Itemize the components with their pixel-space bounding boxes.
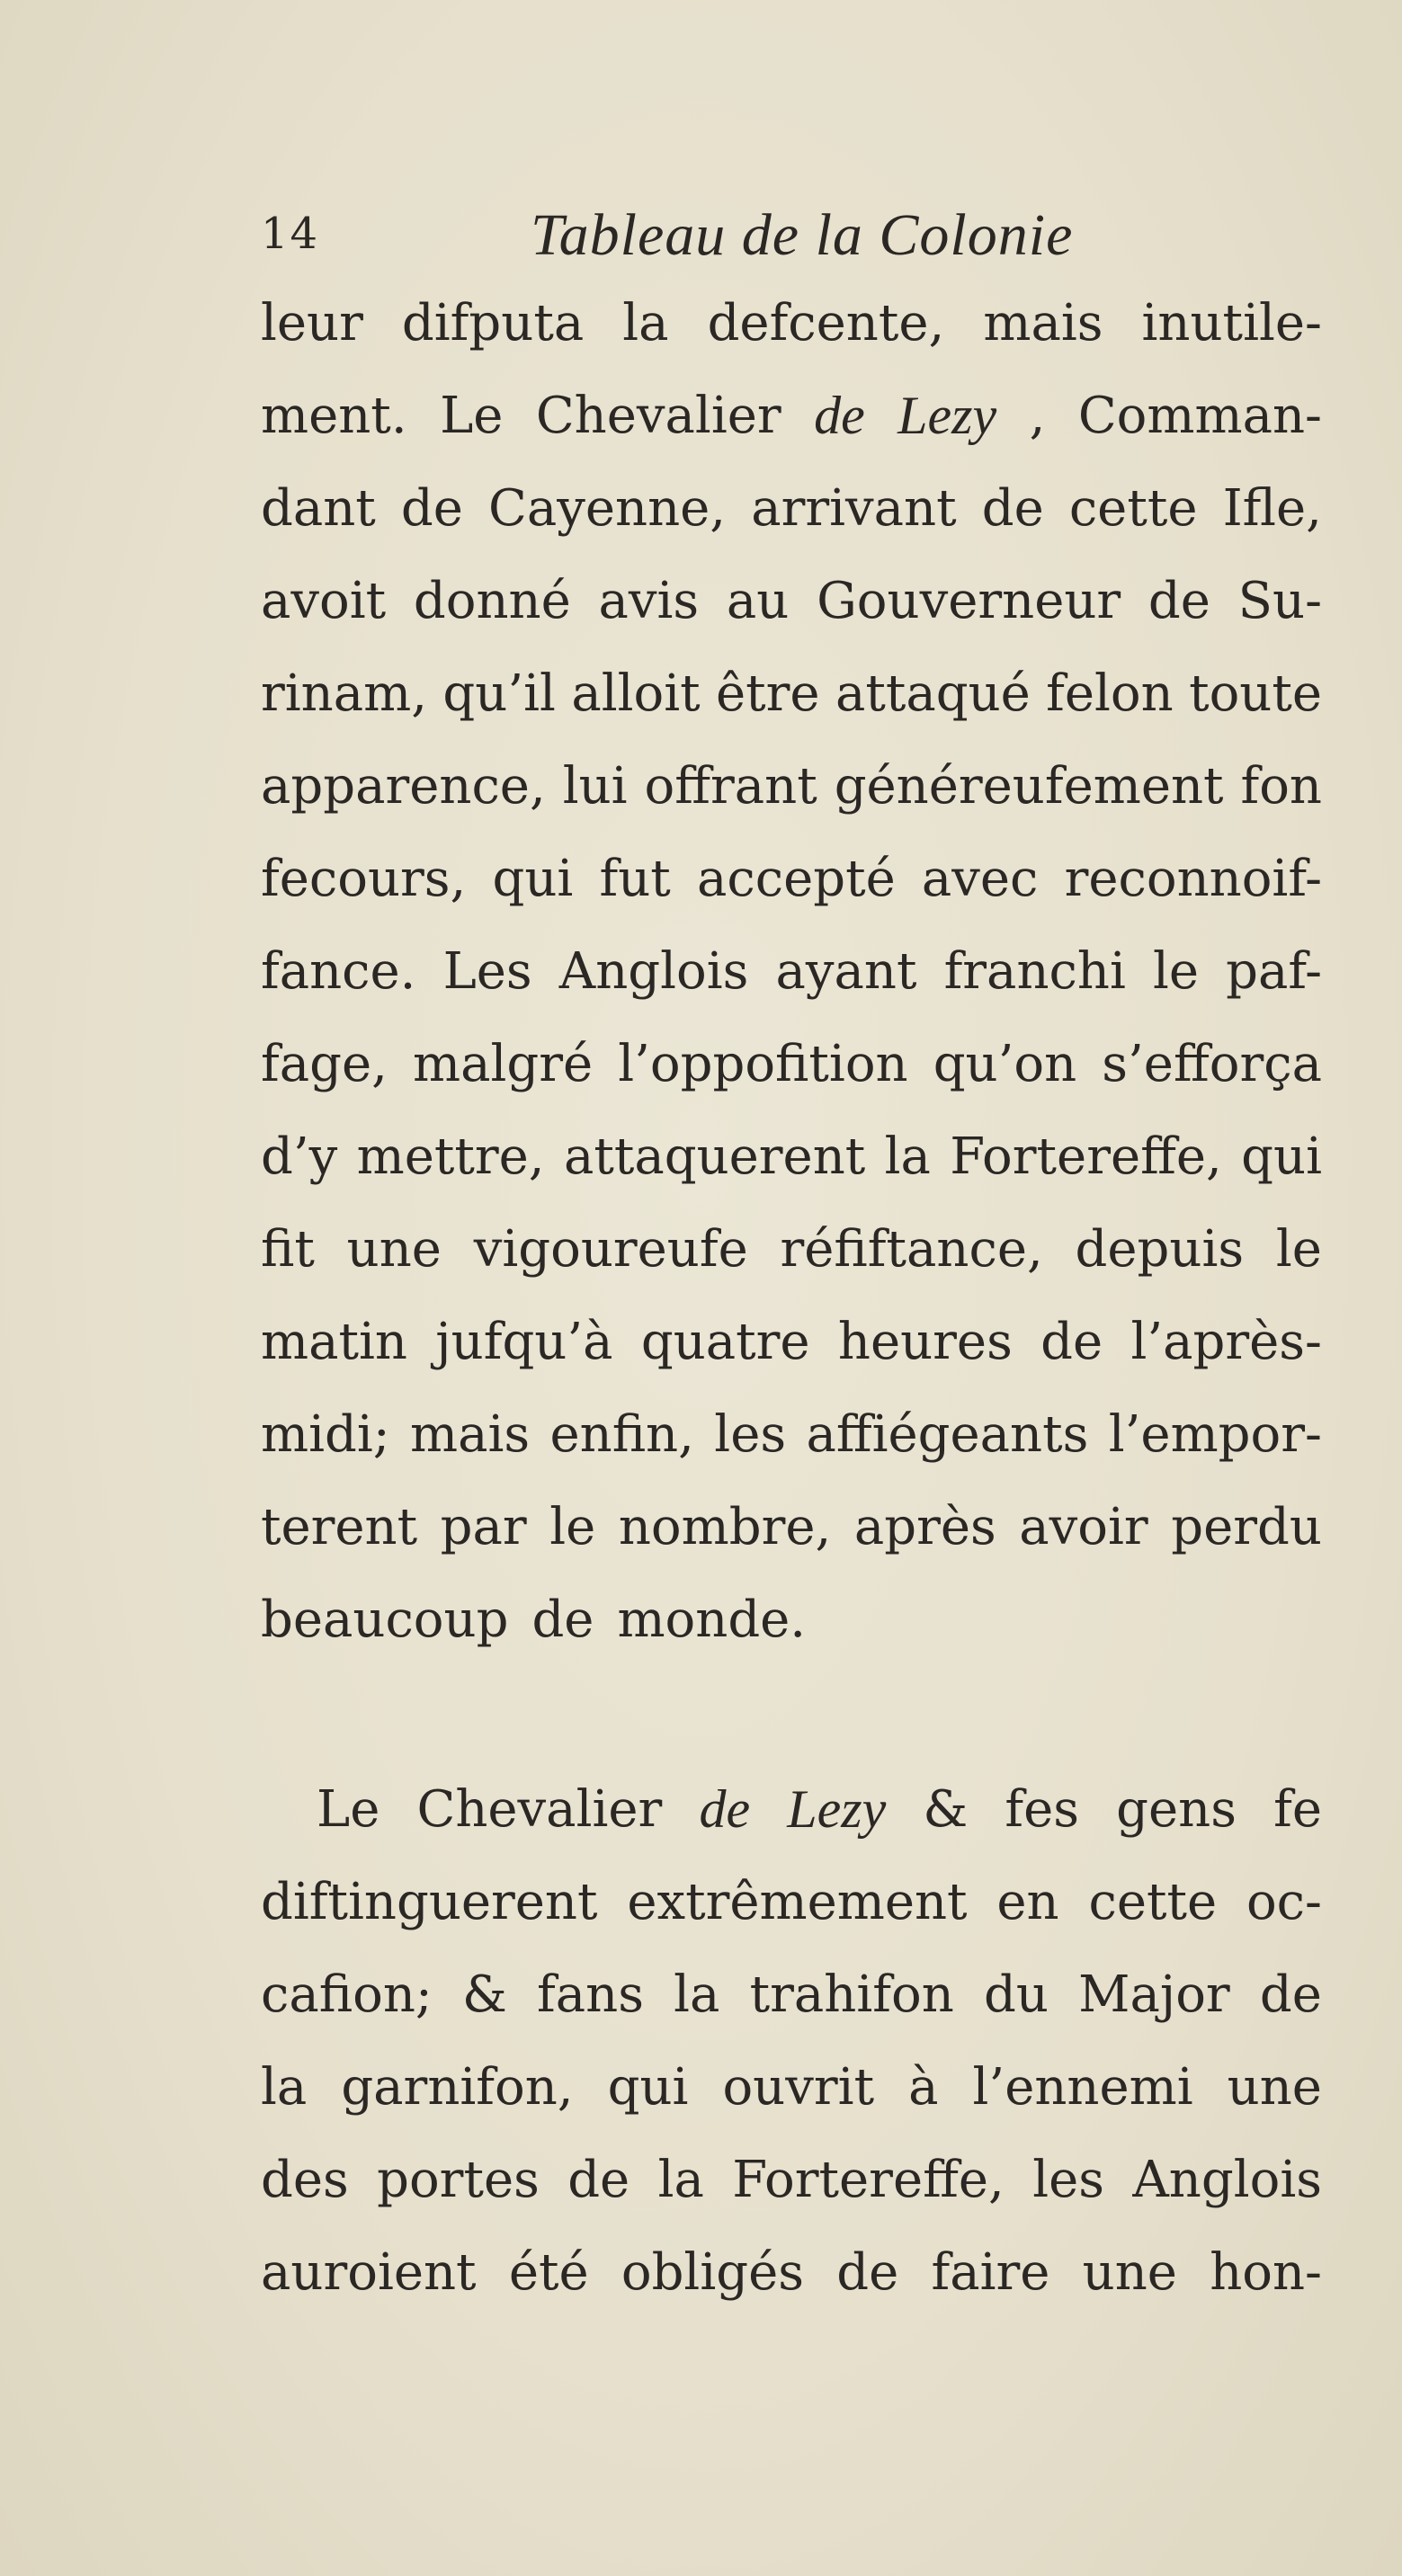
word: fage, xyxy=(261,1035,388,1093)
word: fes xyxy=(1005,1780,1080,1839)
word: rinam, xyxy=(261,664,428,723)
paragraph xyxy=(261,1763,1322,2319)
word: la xyxy=(657,2151,704,2209)
word: Fortereffe, xyxy=(950,1128,1222,1186)
word: felon xyxy=(1046,664,1174,723)
word: Comman- xyxy=(1077,387,1322,445)
text-line xyxy=(261,647,1322,740)
word: paf- xyxy=(1226,942,1322,1001)
text-line xyxy=(261,1948,1322,2041)
word: & xyxy=(923,1780,969,1839)
word: une xyxy=(1227,2058,1322,2117)
word: enfin, xyxy=(549,1405,694,1464)
text-line xyxy=(261,833,1322,925)
word: ment. xyxy=(261,387,407,445)
word: de xyxy=(1147,572,1210,630)
text-line xyxy=(261,1388,1322,1481)
word: l’après- xyxy=(1130,1313,1322,1371)
word: mais xyxy=(410,1405,531,1464)
word: nombre, xyxy=(618,1498,832,1556)
text-line xyxy=(261,925,1322,1018)
word: hon- xyxy=(1210,2243,1322,2302)
word: des xyxy=(261,2151,349,2209)
word: vigoureufe xyxy=(473,1220,748,1279)
paragraph xyxy=(261,277,1322,1666)
word: être xyxy=(716,664,820,723)
word: de xyxy=(400,479,463,538)
word: Les xyxy=(442,942,532,1001)
paragraph-break xyxy=(261,1666,1322,1763)
word: & xyxy=(461,1965,507,2024)
word: cette xyxy=(1068,479,1198,538)
word: ayant xyxy=(775,942,917,1001)
word: fance. xyxy=(261,942,416,1001)
word: généreufement xyxy=(834,757,1224,816)
word: quatre xyxy=(640,1313,810,1371)
text-line xyxy=(261,555,1322,647)
word: heures xyxy=(837,1313,1013,1371)
text-line xyxy=(261,1296,1322,1388)
word: Major xyxy=(1078,1965,1230,2024)
text-line xyxy=(261,370,1322,462)
word: Fortereffe, xyxy=(732,2151,1005,2209)
word: fit xyxy=(261,1220,315,1279)
word: été xyxy=(508,2243,589,2302)
word: au xyxy=(726,572,790,630)
word: le xyxy=(1275,1220,1322,1279)
word: trahifon xyxy=(749,1965,954,2024)
word: fans xyxy=(537,1965,644,2024)
text-line xyxy=(261,1856,1322,1948)
word: s’efforça xyxy=(1102,1035,1322,1093)
page-number: 14 xyxy=(261,209,320,259)
word: Ifle, xyxy=(1222,479,1322,538)
word: malgré xyxy=(412,1035,594,1093)
word: reconnoif- xyxy=(1064,850,1322,908)
word: terent xyxy=(261,1498,418,1556)
word: les xyxy=(714,1405,787,1464)
word: mettre, xyxy=(356,1128,545,1186)
word: la xyxy=(674,1965,720,2024)
word: jufqu’à xyxy=(435,1313,613,1371)
word: qui xyxy=(1241,1128,1322,1186)
word: qu’on xyxy=(933,1035,1077,1093)
word: accepté xyxy=(696,850,896,908)
word: la xyxy=(884,1128,931,1186)
word: toute xyxy=(1189,664,1322,723)
italic-word: Lezy xyxy=(897,386,997,445)
text-line xyxy=(261,1481,1322,1573)
word: réfiftance, xyxy=(780,1220,1043,1279)
word: de xyxy=(981,479,1044,538)
word: fecours, xyxy=(261,850,467,908)
word: le xyxy=(549,1498,596,1556)
word: auroient xyxy=(261,2243,477,2302)
word: , xyxy=(1029,387,1046,445)
text-line xyxy=(261,462,1322,555)
word: cette xyxy=(1088,1873,1218,1931)
running-head xyxy=(261,202,1160,281)
word: les xyxy=(1032,2151,1104,2209)
italic-word: de xyxy=(699,1779,751,1839)
word: portes xyxy=(377,2151,540,2209)
word: le xyxy=(1152,942,1200,1001)
text-line xyxy=(261,2134,1322,2226)
running-title: Tableau de la Colonie xyxy=(531,202,1074,268)
word: qu’il xyxy=(442,664,556,723)
word: de xyxy=(836,2243,899,2302)
word: difputa xyxy=(401,294,585,352)
word: fut xyxy=(599,850,671,908)
word: defcente, xyxy=(707,294,945,352)
word: qui xyxy=(607,2058,689,2117)
word: ouvrit xyxy=(722,2058,875,2117)
word: inutile- xyxy=(1141,294,1322,352)
word: de xyxy=(531,1591,594,1649)
word: obligés xyxy=(621,2243,804,2302)
word: lui xyxy=(562,757,628,816)
word: arrivant xyxy=(751,479,957,538)
word: dant xyxy=(261,479,376,538)
word: attaquerent xyxy=(563,1128,866,1186)
word: alloit xyxy=(571,664,701,723)
word: de xyxy=(567,2151,630,2209)
word: diftinguerent xyxy=(261,1873,598,1931)
word: une xyxy=(346,1220,442,1279)
word: offrant xyxy=(644,757,817,816)
word: monde. xyxy=(617,1591,807,1649)
word: leur xyxy=(261,294,363,352)
word: midi; xyxy=(261,1405,390,1464)
word: Su- xyxy=(1237,572,1322,630)
word: de xyxy=(1040,1313,1103,1371)
word: d’y xyxy=(261,1128,338,1186)
word: Chevalier xyxy=(416,1780,663,1839)
text-line xyxy=(261,1203,1322,1296)
word: attaqué xyxy=(835,664,1031,723)
word: l’ennemi xyxy=(972,2058,1193,2117)
word: affiégeants xyxy=(806,1405,1089,1464)
word: avoit xyxy=(261,572,387,630)
word: avis xyxy=(598,572,700,630)
word: l’oppofition xyxy=(618,1035,908,1093)
word: oc- xyxy=(1246,1873,1322,1931)
word: fon xyxy=(1240,757,1322,816)
word: avec xyxy=(921,850,1039,908)
word: Anglois xyxy=(1132,2151,1322,2209)
word: qui xyxy=(492,850,574,908)
italic-word: Lezy xyxy=(787,1779,887,1839)
word: matin xyxy=(261,1313,407,1371)
text-line xyxy=(261,2041,1322,2134)
word: la xyxy=(261,2058,308,2117)
word: de xyxy=(1259,1965,1322,2024)
word: franchi xyxy=(943,942,1126,1001)
word: apparence, xyxy=(261,757,546,816)
text-line xyxy=(261,1763,1322,1856)
word: la xyxy=(622,294,669,352)
word: gens xyxy=(1116,1780,1237,1839)
word: beaucoup xyxy=(261,1591,509,1649)
word: après xyxy=(853,1498,996,1556)
word: cafion; xyxy=(261,1965,433,2024)
word: Cayenne, xyxy=(488,479,727,538)
word: garnifon, xyxy=(341,2058,574,2117)
word: perdu xyxy=(1171,1498,1322,1556)
body-text xyxy=(261,277,1322,2319)
word: donné xyxy=(413,572,571,630)
word: Chevalier xyxy=(535,387,781,445)
word: par xyxy=(440,1498,527,1556)
word: en xyxy=(996,1873,1059,1931)
text-line xyxy=(261,1110,1322,1203)
italic-word: de xyxy=(814,386,865,445)
word: depuis xyxy=(1075,1220,1245,1279)
text-line xyxy=(261,277,1322,370)
word: l’empor- xyxy=(1108,1405,1322,1464)
word: Le xyxy=(440,387,504,445)
word: Le xyxy=(317,1780,380,1839)
text-line xyxy=(261,740,1322,833)
word: fe xyxy=(1273,1780,1322,1839)
text-line xyxy=(261,1018,1322,1110)
word: une xyxy=(1082,2243,1177,2302)
word: mais xyxy=(983,294,1103,352)
word: Anglois xyxy=(558,942,749,1001)
text-line xyxy=(261,1573,1322,1666)
word: du xyxy=(984,1965,1049,2024)
word: Gouverneur xyxy=(817,572,1121,630)
word: faire xyxy=(931,2243,1050,2302)
text-line xyxy=(261,2226,1322,2319)
word: extrêmement xyxy=(627,1873,968,1931)
word: à xyxy=(908,2058,939,2117)
word: avoir xyxy=(1019,1498,1148,1556)
